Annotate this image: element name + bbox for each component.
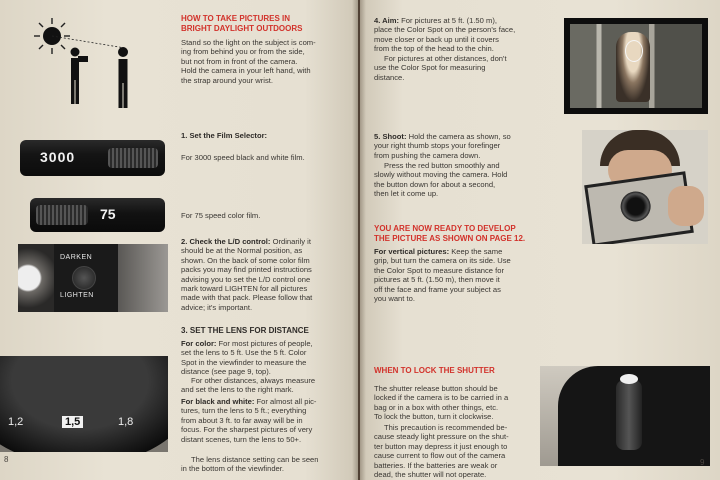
hold-camera-photo — [582, 130, 708, 244]
camera-body — [118, 244, 168, 312]
lens-mark-18: 1,8 — [118, 416, 134, 428]
lens-mark-15: 1,5 — [62, 416, 83, 428]
step1-title: 1. Set the Film Selector: — [181, 131, 268, 140]
dial-panel — [54, 244, 118, 312]
lighten-label: LIGHTEN — [60, 292, 94, 299]
step5-body: Hold the camera as shown, so your right thumb stops your forefinger from pushing the camera down. — [374, 132, 511, 160]
color-text-2: For other distances, always measure and set the lens to the right mark. — [181, 376, 316, 395]
right-page — [360, 0, 720, 480]
book-gutter — [352, 0, 366, 480]
bw-body: For almost all pic- tures, turn the lens to 5 ft.; everything from about 3 ft. to far away will be in focus. For the sharpest pictures of very distant scenes, turn the lens to 50+. — [181, 397, 317, 444]
ld-control-photo — [18, 244, 168, 312]
hand — [668, 186, 704, 226]
step4-text — [374, 16, 554, 54]
lens-distance-photo — [0, 356, 168, 452]
step2-title: 2. Check the L/D control: — [181, 237, 271, 246]
viewfinder-photo — [564, 18, 708, 114]
left-page — [0, 0, 358, 480]
step2-text — [181, 237, 351, 312]
lens-mark-12: 1,2 — [8, 416, 24, 428]
sunlight-illustration — [30, 18, 150, 118]
lock-heading: WHEN TO LOCK THE SHUTTER — [374, 366, 495, 375]
step1-3000-text: For 3000 speed black and white film. — [181, 153, 305, 162]
lock-text-2: This precaution is recommended be- cause steady light pressure on the shut- ter button may depress it just enough to cause current to flow out of the camera batteries. If the batteries are weak or dead, the shutter will not operate. — [374, 423, 509, 480]
selector-3000-label: 3000 — [40, 149, 76, 165]
shutter-lock-photo — [540, 366, 710, 466]
lock-text: The shutter release button should be locked if the camera is to be carried in a bag or in a box with other things, etc. To lock the button, turn it clockwise. — [374, 384, 509, 422]
step4-text-2: For pictures at other distances, don't use the Color Spot for measuring distance. — [374, 54, 507, 82]
color-body: For most pictures of people, set the lens to 5 ft. Use the 5 ft. Color Spot in the viewfinder to measure the distance (see page 9, top). — [181, 339, 313, 377]
step4-body: For pictures at 5 ft. (1.50 m), place the Color Spot on the person's face, move closer or back up until it covers from the top of the head to the chin. — [374, 16, 516, 54]
film-selector-75-photo — [30, 198, 165, 232]
film-selector-3000-photo — [20, 140, 165, 176]
outdoor-heading: HOW TO TAKE PICTURES IN BRIGHT DAYLIGHT OUTDOORS — [181, 14, 303, 33]
page-number-left: 8 — [4, 455, 9, 464]
lens-edge — [18, 244, 54, 312]
color-spot-circle — [625, 40, 643, 62]
vertical-body: Keep the same grip, but turn the camera on its side. Use the Color Spot to measure distance for pictures at 5 ft. (1.50 m), then move it off the face and frame your subject as you want to. — [374, 247, 511, 304]
step5-text — [374, 132, 554, 160]
bw-text — [181, 397, 351, 444]
selector-slider — [36, 205, 88, 225]
step4-title: 4. Aim: — [374, 16, 400, 25]
step5-title: 5. Shoot: — [374, 132, 407, 141]
ld-dial-knob — [72, 266, 96, 290]
step5-text-2: Press the red button smoothly and slowly without moving the camera. Hold the button down for about a second, then let it come up. — [374, 161, 508, 199]
vertical-text — [374, 247, 554, 303]
step3-title: 3. SET THE LENS FOR DISTANCE — [181, 326, 309, 335]
step1-75-text: For 75 speed color film. — [181, 211, 261, 220]
color-text — [181, 339, 351, 377]
shutter-button-housing — [616, 380, 642, 450]
lens-icon — [619, 190, 653, 224]
page-number-right: 9 — [700, 458, 705, 467]
shutter-button — [620, 374, 638, 384]
lens-note: The lens distance setting can be seen in the bottom of the viewfinder. — [181, 455, 319, 474]
lens-barrel — [0, 356, 168, 452]
step2-body: Ordinarily it should be at the Normal position, as shown. On the back of some color film packs you may find printed instructions advising you to set the L/D control one mark toward LIGHTEN for all pictures made with that pack. Please follow that advice; it's important. — [181, 237, 313, 312]
color-title: For color: — [181, 339, 217, 348]
selector-75-label: 75 — [100, 206, 116, 222]
ready-heading: YOU ARE NOW READY TO DEVELOP THE PICTURE AS SHOWN ON PAGE 12. — [374, 224, 526, 243]
intro-text: Stand so the light on the subject is com- ing from behind you or from the side, but not from in front of the camera. Hold the camera in your left hand, with the strap around your wrist. — [181, 38, 316, 85]
bw-title: For black and white: — [181, 397, 255, 406]
darken-label: DARKEN — [60, 254, 93, 261]
vertical-title: For vertical pictures: — [374, 247, 450, 256]
selector-slider — [108, 148, 158, 168]
